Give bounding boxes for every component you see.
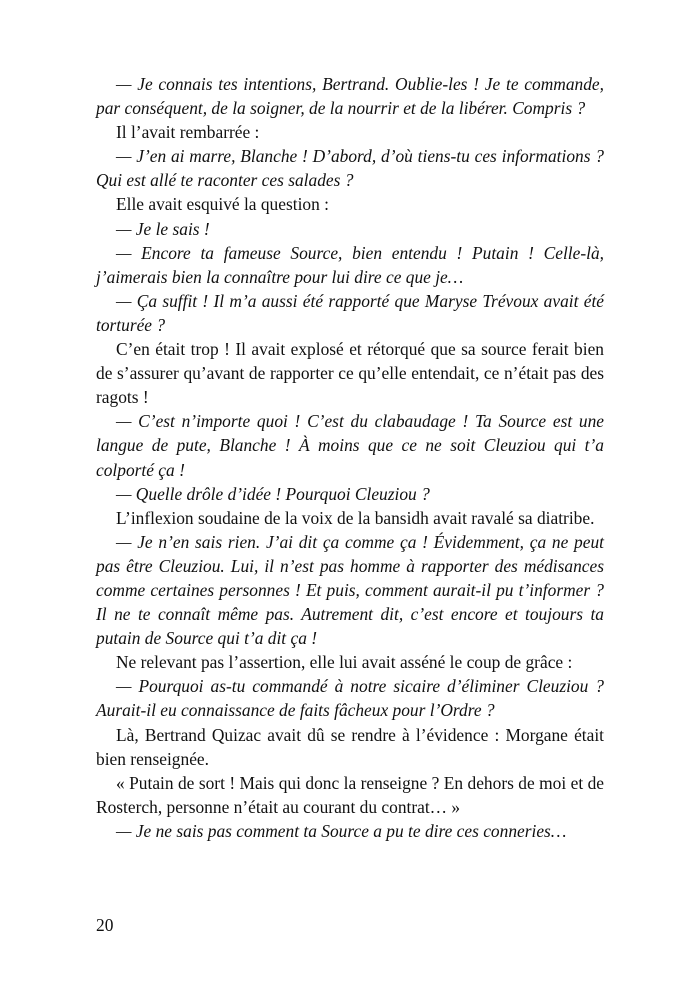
paragraph: — Je ne sais pas comment ta Source a pu te dire ces conneries… bbox=[116, 820, 567, 841]
paragraph: — J’en ai marre, Blanche ! D’abord, d’où tiens-tu ces informations ? Qui est allé te raconter ces salades ? bbox=[96, 146, 604, 191]
paragraph: — C’est n’importe quoi ! C’est du clabaudage ! Ta Source est une langue de pute, Blanche ! À moins que ce ne soit Cleuziou qui t’a colporté ça ! bbox=[96, 411, 604, 480]
paragraph: — Je n’en sais rien. J’ai dit ça comme ça ! Évidemment, ça ne peut pas être Cleuziou. Lui, il n’est pas homme à rapporter des médisances comme certaines personnes ! Et puis, comment aurait-il pu t’informer ? Il ne te connaît même pas. Autrement dit, c’est encore et toujours ta putain de Source qui t’a dit ça ! bbox=[96, 531, 604, 649]
paragraph: — Je connais tes intentions, Bertrand. Oublie-les ! Je te commande, par conséquent, de la soigner, de la nourrir et de la libérer. Compris ? bbox=[96, 74, 604, 119]
paragraph: Il l’avait rembarrée : bbox=[116, 122, 260, 143]
paragraph: Elle avait esquivé la question : bbox=[116, 194, 329, 215]
paragraph: — Quelle drôle d’idée ! Pourquoi Cleuziou ? bbox=[116, 483, 430, 504]
paragraph: L’inflexion soudaine de la voix de la bansidh avait ravalé sa diatribe. bbox=[116, 507, 595, 528]
page-number: 20 bbox=[96, 915, 114, 935]
paragraph: — Encore ta fameuse Source, bien entendu ! Putain ! Celle-là, j’aimerais bien la connaître pour lui dire ce que je… bbox=[96, 242, 604, 287]
paragraph: — Je le sais ! bbox=[116, 218, 210, 239]
paragraph: — Pourquoi as-tu commandé à notre sicaire d’éliminer Cleuziou ? Aurait-il eu connaissance de faits fâcheux pour l’Ordre ? bbox=[96, 676, 604, 721]
paragraph: Ne relevant pas l’assertion, elle lui avait asséné le coup de grâce : bbox=[116, 652, 573, 673]
paragraph: Là, Bertrand Quizac avait dû se rendre à l’évidence : Morgane était bien renseignée. bbox=[96, 724, 604, 769]
paragraph: « Putain de sort ! Mais qui donc la renseigne ? En dehors de moi et de Rosterch, personne n’était au courant du contrat… » bbox=[96, 772, 604, 817]
body-text bbox=[96, 72, 604, 843]
paragraph: — Ça suffit ! Il m’a aussi été rapporté que Maryse Trévoux avait été torturée ? bbox=[96, 290, 604, 335]
paragraph: C’en était trop ! Il avait explosé et rétorqué que sa source ferait bien de s’assurer qu’avant de rapporter ce qu’elle entendait, ce n’était pas des ragots ! bbox=[96, 339, 604, 408]
